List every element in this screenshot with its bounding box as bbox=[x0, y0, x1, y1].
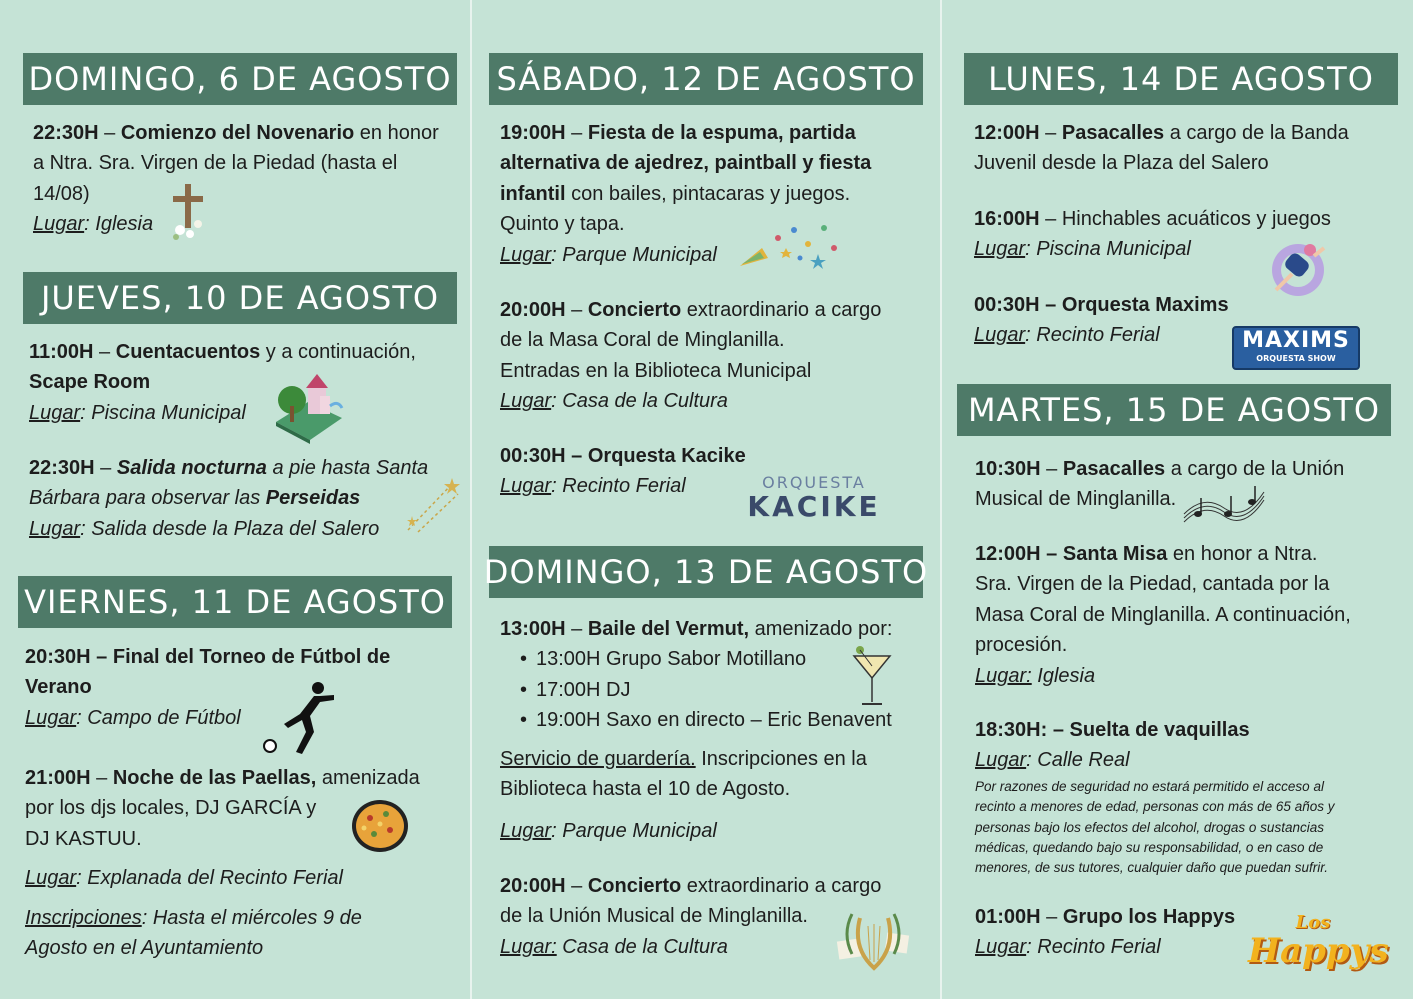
place-label: Lugar: bbox=[500, 935, 557, 958]
event-title: Baile del Vermut, bbox=[587, 618, 750, 640]
event-place bbox=[33, 209, 439, 239]
event-time: 01:00H bbox=[975, 906, 1041, 928]
event-block bbox=[975, 715, 1250, 776]
separator: – bbox=[90, 646, 113, 668]
event-time: 21:00H bbox=[25, 767, 91, 789]
place-label: Lugar bbox=[500, 820, 552, 843]
event-text: a cargo de la Banda bbox=[1164, 122, 1349, 144]
cocktail-icon bbox=[850, 642, 894, 708]
event-text: a pie hasta Santa bbox=[266, 457, 429, 479]
event-time: 16:00H bbox=[974, 208, 1040, 230]
logo-text: ORQUESTA bbox=[762, 473, 866, 492]
event-text: extraordinario a cargo bbox=[681, 299, 882, 321]
day-header: MARTES, 15 DE AGOSTO bbox=[957, 384, 1391, 436]
event-time: 22:30H bbox=[29, 457, 95, 479]
place-label: Lugar bbox=[974, 324, 1026, 347]
event-title: Comienzo del Novenario bbox=[120, 122, 355, 144]
place-value: : Iglesia bbox=[84, 213, 154, 236]
event-time: 19:00H bbox=[500, 122, 566, 144]
day-header: DOMINGO, 13 DE AGOSTO bbox=[489, 546, 923, 598]
logo-text: ORQUESTA SHOW bbox=[1256, 354, 1336, 363]
place-value: : Recinto Ferial bbox=[551, 475, 686, 498]
event-title: Orquesta Kacike bbox=[587, 445, 746, 467]
event-title: Grupo los Happys bbox=[1062, 906, 1236, 928]
place-label: Lugar bbox=[975, 749, 1027, 772]
event-block bbox=[33, 118, 439, 240]
event-text: Musical de Minglanilla. bbox=[975, 488, 1177, 511]
event-block bbox=[500, 614, 892, 847]
event-block bbox=[29, 453, 428, 544]
day-header: LUNES, 14 DE AGOSTO bbox=[964, 53, 1398, 105]
list-item: • 19:00H Saxo en directo – Eric Benavent bbox=[500, 705, 892, 735]
logo-text: Happys bbox=[1248, 931, 1389, 971]
music-notes-icon bbox=[1182, 484, 1266, 528]
event-block bbox=[500, 295, 881, 417]
event-text: – Hinchables acuáticos y juegos bbox=[1039, 208, 1331, 230]
separator: – bbox=[1039, 122, 1062, 144]
event-text: amenizado por: bbox=[749, 618, 893, 640]
event-title: Scape Room bbox=[29, 371, 151, 394]
place-label: Lugar: bbox=[975, 664, 1032, 687]
event-title: Noche de las Paellas, bbox=[112, 767, 317, 789]
event-title: Verano bbox=[25, 676, 92, 699]
place-value: : Piscina Municipal bbox=[80, 401, 246, 424]
place-value: : Parque Municipal bbox=[551, 820, 717, 843]
logo-text: MAXIMS bbox=[1242, 328, 1350, 353]
place-label: Lugar bbox=[500, 390, 552, 413]
place-value: : Campo de Fútbol bbox=[76, 706, 241, 729]
event-text: Quinto y tapa. bbox=[500, 213, 625, 236]
logo-text: KACIKE bbox=[747, 490, 881, 523]
notice-line: personas bajo los efectos del alcohol, drogas o sustancias bbox=[975, 819, 1324, 835]
place-label: Lugar bbox=[975, 936, 1027, 959]
day-header: DOMINGO, 6 DE AGOSTO bbox=[23, 53, 457, 105]
column-divider bbox=[940, 0, 942, 999]
orquesta-kacike-logo bbox=[732, 474, 896, 522]
event-time: 10:30H bbox=[975, 458, 1041, 480]
place-value: : Explanada del Recinto Ferial bbox=[76, 867, 343, 890]
event-title: alternativa de ajedrez, paintball y fiesta bbox=[500, 152, 872, 175]
registration-text: Agosto en el Ayuntamiento bbox=[25, 937, 264, 960]
event-text: Biblioteca hasta el 10 de Agosto. bbox=[500, 778, 791, 801]
event-block bbox=[975, 902, 1235, 963]
notice-line: Por razones de seguridad no estará permitido el acceso al bbox=[975, 779, 1324, 794]
event-time: 20:00H bbox=[500, 299, 566, 321]
event-block bbox=[975, 539, 1351, 691]
place-value: : Piscina Municipal bbox=[1025, 238, 1191, 261]
event-text: en honor bbox=[354, 122, 439, 144]
place-value: : Recinto Ferial bbox=[1026, 936, 1161, 959]
registration-text: : Hasta el miércoles 9 de bbox=[141, 906, 362, 929]
separator: – bbox=[565, 122, 588, 144]
event-title: Concierto bbox=[587, 875, 682, 897]
event-time: 00:30H bbox=[500, 445, 566, 467]
place-value: : Casa de la Cultura bbox=[551, 390, 728, 413]
footballer-icon bbox=[262, 680, 338, 756]
separator: – bbox=[565, 618, 588, 640]
notice-line: médicas, quedando bajo su responsabilidad, o en caso de bbox=[975, 839, 1324, 855]
separator: – bbox=[90, 767, 113, 789]
event-text: Entradas en la Biblioteca Municipal bbox=[500, 359, 812, 382]
separator: – bbox=[1040, 543, 1063, 565]
list-item: • 17:00H DJ bbox=[500, 675, 892, 705]
event-text: con bailes, pintacaras y juegos. bbox=[565, 182, 851, 205]
event-block bbox=[500, 871, 881, 962]
event-time: 18:30H: bbox=[975, 719, 1048, 741]
separator: – bbox=[1040, 458, 1063, 480]
place-value: Iglesia bbox=[1031, 664, 1096, 687]
confetti-icon bbox=[738, 218, 844, 270]
event-text: a Ntra. Sra. Virgen de la Piedad (hasta el bbox=[33, 152, 398, 175]
lyre-icon bbox=[834, 904, 912, 978]
cross-icon bbox=[168, 182, 212, 242]
event-text: de la Masa Coral de Minglanilla. bbox=[500, 329, 785, 352]
place-label: Lugar bbox=[25, 706, 77, 729]
event-title: Perseidas bbox=[265, 487, 361, 510]
event-title: Fiesta de la espuma, partida bbox=[587, 122, 856, 144]
event-title: Orquesta Maxims bbox=[1061, 294, 1229, 316]
orquesta-maxims-logo bbox=[1232, 326, 1360, 370]
event-time: 12:00H bbox=[974, 122, 1040, 144]
event-time: 11:00H bbox=[29, 341, 94, 363]
event-title: Pasacalles bbox=[1062, 458, 1166, 480]
event-block bbox=[500, 441, 746, 502]
separator: – bbox=[565, 299, 588, 321]
service-label: Servicio de guardería. bbox=[500, 747, 696, 770]
event-text: de la Unión Musical de Minglanilla. bbox=[500, 905, 808, 928]
event-text: y a continuación, bbox=[260, 341, 416, 363]
separator: – bbox=[1040, 906, 1063, 928]
event-time: 12:00H bbox=[975, 543, 1041, 565]
place-value: : Recinto Ferial bbox=[1025, 324, 1160, 347]
place-value: Casa de la Cultura bbox=[556, 935, 728, 958]
event-text: DJ KASTUU. bbox=[25, 827, 142, 850]
separator: – bbox=[1047, 719, 1070, 741]
event-text: extraordinario a cargo bbox=[681, 875, 882, 897]
event-text: por los djs locales, DJ GARCÍA y bbox=[25, 797, 317, 820]
event-title: Concierto bbox=[587, 299, 682, 321]
event-title: Cuentacuentos bbox=[115, 341, 261, 363]
event-time: 20:00H bbox=[500, 875, 566, 897]
day-header: SÁBADO, 12 DE AGOSTO bbox=[489, 53, 923, 105]
notice-line: menores, de sus tutores, cualquier daño que puedan sufrir. bbox=[975, 860, 1328, 876]
logo-text: Los bbox=[1295, 912, 1331, 933]
event-title: Salida nocturna bbox=[116, 457, 267, 479]
separator: – bbox=[94, 457, 117, 479]
event-time: 22:30H bbox=[33, 122, 99, 144]
fairytale-book-icon bbox=[272, 370, 346, 444]
event-block bbox=[29, 337, 416, 428]
registration-label: Inscripciones bbox=[25, 906, 142, 929]
safety-notice bbox=[975, 777, 1334, 878]
event-text: 14/08) bbox=[33, 182, 90, 205]
paella-icon bbox=[348, 798, 412, 854]
event-text: Juvenil desde la Plaza del Salero bbox=[974, 152, 1269, 175]
place-label: Lugar bbox=[25, 867, 77, 890]
event-text: Inscripciones en la bbox=[695, 747, 867, 770]
event-time: 20:30H bbox=[25, 646, 91, 668]
place-label: Lugar bbox=[29, 517, 81, 540]
place-label: Lugar bbox=[33, 213, 85, 236]
separator: – bbox=[1039, 294, 1062, 316]
event-text: a cargo de la Unión bbox=[1165, 458, 1345, 480]
place-value: : Salida desde la Plaza del Salero bbox=[80, 517, 380, 540]
place-value: : Parque Municipal bbox=[551, 243, 717, 266]
event-text: en honor a Ntra. bbox=[1167, 543, 1318, 565]
event-text: Sra. Virgen de la Piedad, cantada por la bbox=[975, 573, 1330, 596]
place-label: Lugar bbox=[500, 475, 552, 498]
event-block bbox=[25, 763, 420, 963]
shooting-stars-icon bbox=[402, 476, 462, 536]
column-divider bbox=[470, 0, 472, 999]
list-item: • 13:00H Grupo Sabor Motillano bbox=[500, 644, 892, 674]
event-block bbox=[974, 290, 1229, 351]
event-text: procesión. bbox=[975, 634, 1068, 657]
separator: – bbox=[93, 341, 116, 363]
event-text: amenizada bbox=[316, 767, 420, 789]
event-title: Suelta de vaquillas bbox=[1069, 719, 1250, 741]
swimmer-icon bbox=[1268, 240, 1328, 298]
event-time: 00:30H bbox=[974, 294, 1040, 316]
event-title: Santa Misa bbox=[1062, 543, 1168, 565]
event-title: Final del Torneo de Fútbol de bbox=[112, 646, 391, 668]
event-time: 13:00H bbox=[500, 618, 566, 640]
place-label: Lugar bbox=[500, 243, 552, 266]
los-happys-logo bbox=[1248, 912, 1389, 971]
day-header: VIERNES, 11 DE AGOSTO bbox=[18, 576, 452, 628]
place-label: Lugar bbox=[974, 238, 1026, 261]
event-block bbox=[975, 454, 1344, 515]
separator: – bbox=[565, 445, 588, 467]
separator: – bbox=[98, 122, 121, 144]
event-text: Masa Coral de Minglanilla. A continuación, bbox=[975, 603, 1351, 626]
notice-line: recinto a menores de edad, personas con más de 65 años y bbox=[975, 799, 1335, 815]
event-text: Bárbara para observar las bbox=[29, 487, 266, 510]
place-value: : Calle Real bbox=[1026, 749, 1130, 772]
event-title: Pasacalles bbox=[1061, 122, 1165, 144]
day-header: JUEVES, 10 DE AGOSTO bbox=[23, 272, 457, 324]
event-block bbox=[974, 118, 1349, 179]
separator: – bbox=[565, 875, 588, 897]
place-label: Lugar bbox=[29, 401, 81, 424]
event-title: infantil bbox=[500, 182, 566, 205]
